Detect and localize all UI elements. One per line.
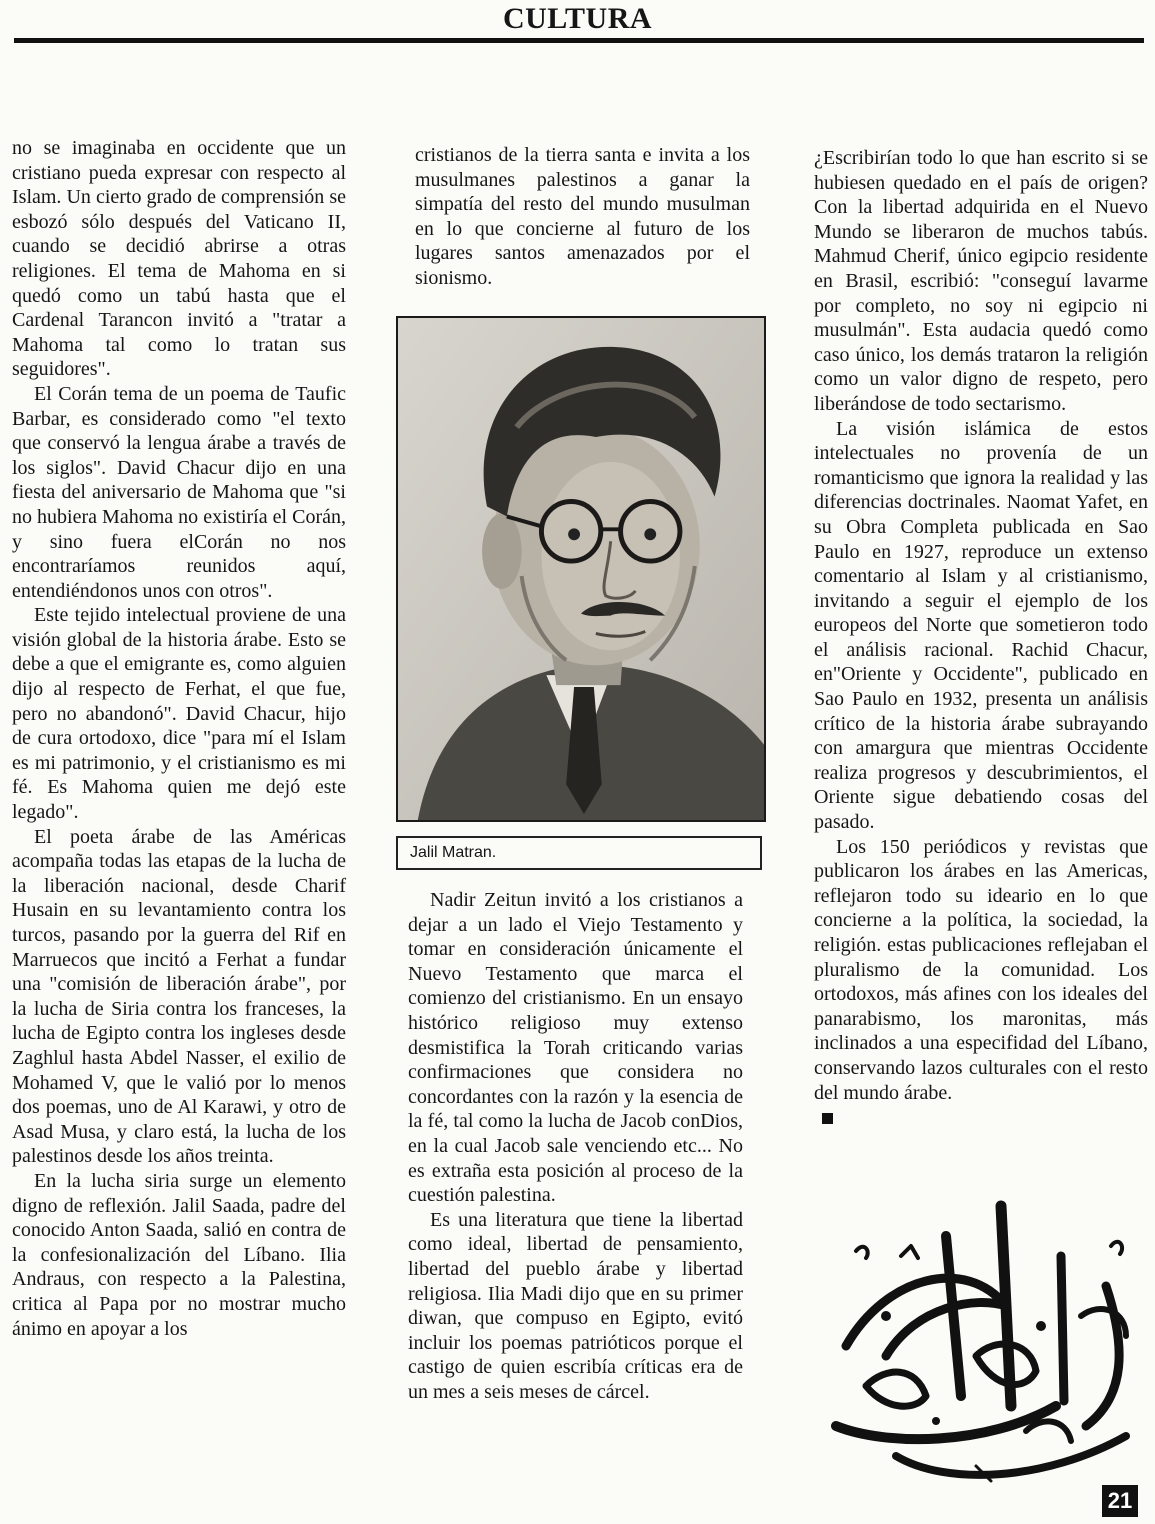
paragraph: El Corán tema de un poema de Taufic Barbar, es considerado como "el texto que conservó la lengua árabe a través de los siglos". David Chacur dijo en una fiesta del aniversario de Mahoma que "si no hubiera Mahoma no existiría el Corán, y sino fuera elCorán no nos encontraríamos reunidos aquí, entendiéndonos unos con otros". <box>12 382 346 602</box>
article-column-2-bottom <box>408 888 743 1404</box>
paragraph: Nadir Zeitun invitó a los cristianos a dejar a un lado el Viejo Testamento y tomar en consideración únicamente el Nuevo Testamento que marca el comienzo del cristianismo. En un ensayo histórico religioso muy extenso desmistifica la Torah criticando varias confirmaciones que considera no concordantes con la razón y la esencia de la fé, tal como la lucha de Jacob conDios, en la cual Jacob sale venciendo etc... No es extraña esta posición al proceso de la cuestión palestina. <box>408 889 743 1207</box>
article-column-1 <box>12 136 346 1341</box>
page-number: 21 <box>1102 1485 1138 1517</box>
portrait-photo <box>396 316 766 822</box>
paragraph: no se imaginaba en occidente que un cristiano pueda expresar con respecto al Islam. Un cierto grado de comprensión se esbozó sólo después del Vaticano II, cuando se decidió abrirse a otras religiones. El tema de Mahoma en si quedó como un tabú hasta que el Cardenal Tarancon invitó a "tratar a Mahoma tal como lo tratan sus seguidores". <box>12 137 346 381</box>
paragraph: Este tejido intelectual proviene de una visión global de la historia árabe. Esto se debe a que el emigrante es, como alguien dijo al respecto de Ferhat, el que fue, pero no abandonó". David Chacur, hijo de cura ortodoxo, dice "para mí el Islam es mi patrimonio, y el cristianismo es mi fé. Es Mahoma quien me dejó este legado". <box>12 604 346 824</box>
arabic-calligraphy-illustration <box>826 1196 1152 1486</box>
photo-caption: Jalil Matran. <box>396 836 762 870</box>
paragraph: Es una literatura que tiene la libertad como ideal, libertad de pensamiento, libertad del pueblo árabe y libertad religiosa. Ilia Madi dijo que en su primer diwan, que compuso en Egipto, evitó incluir los poemas patrióticos porque el castigo de quien escribía críticas era de un mes a seis meses de cárcel. <box>408 1208 743 1403</box>
paragraph: La visión islámica de estos intelectuales no provenía de un romanticismo que ignora la realidad y las diferencias doctrinales. Naomat Yafet, en su Obra Completa publicada en Sao Paulo en 1927, reproduce un extenso comentario al Islam y al cristianismo, invitando a seguir el ejemplo de los europeos del Norte que sometieron todo el análisis racional. Rachid Chacur, en"Oriente y Occidente", publicado en Sao Paulo en 1932, presenta un análisis crítico de la historia árabe subrayando con amargura que mientras Occidente realiza progresos y descubrimientos, el Oriente sigue debatiendo cosas del pasado. <box>814 417 1148 834</box>
paragraph: Los 150 periódicos y revistas que publicaron los árabes en las Americas, reflejaron todo su ideario en lo que concierne a la política, la sociedad, la religión. estas publicaciones reflejaban el pluralismo de la comunidad. Los ortodoxos, más afines con los ideales del panarabismo, los maronitas, más inclinados a una especifidad del Líbano, conservando lazos culturales con el resto del mundo árabe. <box>814 835 1148 1104</box>
paragraph: cristianos de la tierra santa e invita a los musulmanes palestinos a ganar la simpatía del resto del mundo musulman en lo que concierne al futuro de los lugares santos amenazados por el sionismo. <box>415 144 750 289</box>
paragraph: El poeta árabe de las Américas acompaña todas las etapas de la lucha de la liberación nacional, desde Charif Husain en su levantamiento contra los turcos, pasando por la guerra del Rif en Marruecos que incitó a Ferhat a fundar una "comisión de liberación árabe", por la lucha de Siria contra los franceses, la lucha de Egipto contra los ingleses desde Zaghlul hasta Abdel Nasser, el exilio de Mohamed V, que le valió por lo menos dos poemas, uno de Al Karawi, y otro de Asad Musa, y claro está, la lucha de los palestinos desde los años treinta. <box>12 825 346 1168</box>
end-of-article-mark <box>822 1113 833 1124</box>
paragraph: En la lucha siria surge un elemento digno de reflexión. Jalil Saada, padre del conocido Anton Saada, salió en contra de la confesionalización del Líbano. Ilia Andraus, con respecto a la Palestina, critica al Papa por no mostrar mucho ánimo en apoyar a los <box>12 1169 346 1340</box>
paragraph: ¿Escribirían todo lo que han escrito si se hubiesen quedado en el país de origen? Con la libertad adquirida en el Nuevo Mundo se liberaron de muchos tabús. Mahmud Cherif, único egipcio residente en Brasil, escribió: "conseguí lavarme por completo, no soy ni egipcio ni musulmán". Esta audacia quedó como caso único, los demás trataron la religión como un valor digno de respeto, pero liberándose de todo sectarismo. <box>814 147 1148 415</box>
article-column-2-top <box>415 143 750 291</box>
section-title: CULTURA <box>502 2 653 35</box>
header-rule <box>14 38 1144 43</box>
article-column-3 <box>814 146 1148 1130</box>
